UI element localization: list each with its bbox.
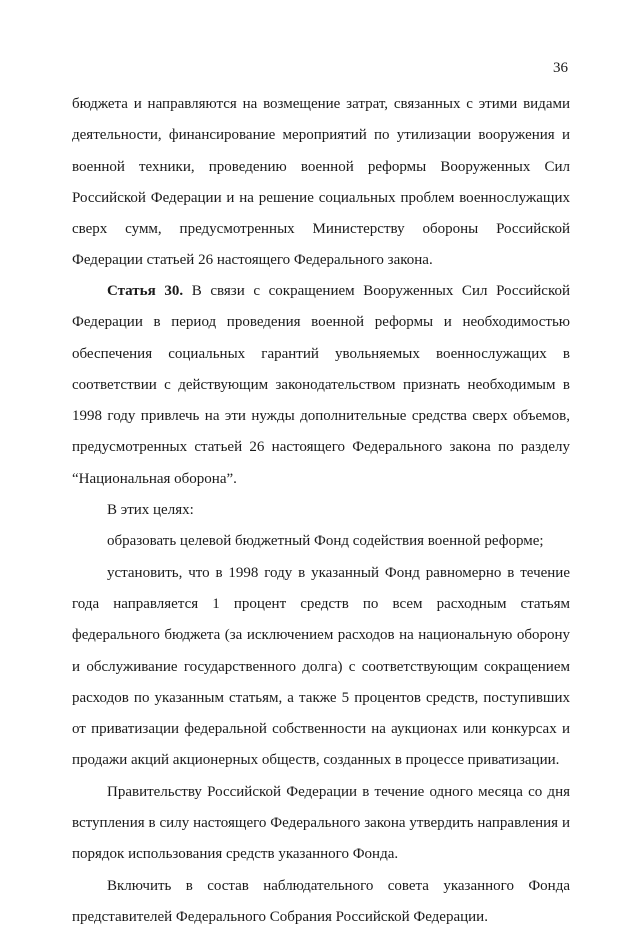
article-intro-text: В связи с сокращением Вооруженных Сил Российской Федерации в период проведения военной реформы и необходимостью обеспечения социальных гарантий увольняемых военнослужащих в соответствии с действующим законодательством признать необходимым в 1998 году привлечь на эти нужды дополнительные средства сверх объемов, предусмотренных статьей 26 настоящего Федерального закона по разделу “Национальная оборона”. xyxy=(72,283,570,487)
article-paragraph-allocation: установить, что в 1998 году в указанный Фонд равномерно в течение года направляется 1 процент средств по всем расходным статьям федерального бюджета (за исключением расходов на национальную оборону и обслуживание государственного долга) с соответствующим сокращением расходов по указанным статьям, а также 5 процентов средств, поступивших от приватизации федеральной собственности на аукционах или конкурсах и продажи акций акционерных обществ, созданных в процессе приватизации. xyxy=(72,564,570,769)
continuation-paragraph: бюджета и направляются на возмещение затрат, связанных с этими видами деятельности, финансирование мероприятий по утилизации вооружения и военной техники, проведению военной реформы Вооруженных Сил Российской Федерации и на решение социальных проблем военнослужащих сверх сумм, предусмотренных Министерству обороны Российской Федерации статьей 26 настоящего Федерального закона. xyxy=(72,96,570,269)
article-30-intro xyxy=(72,276,570,495)
article-paragraph-board: Включить в состав наблюдательного совета указанного Фонда представителей Федерального Собрания Российской Федерации. xyxy=(72,877,570,925)
page-number: 36 xyxy=(553,60,568,76)
article-30-block xyxy=(72,276,570,933)
continuation-block xyxy=(72,89,570,277)
article-paragraph-government: Правительству Российской Федерации в течение одного месяца со дня вступления в силу настоящего Федерального закона утвердить направления и порядок использования средств указанного Фонда. xyxy=(72,783,570,863)
article-label: Статья 30. xyxy=(107,283,184,299)
article-paragraph-fund: образовать целевой бюджетный Фонд содействия военной реформе; xyxy=(107,533,544,550)
article-paragraph-purposes: В этих целях: xyxy=(107,502,194,519)
